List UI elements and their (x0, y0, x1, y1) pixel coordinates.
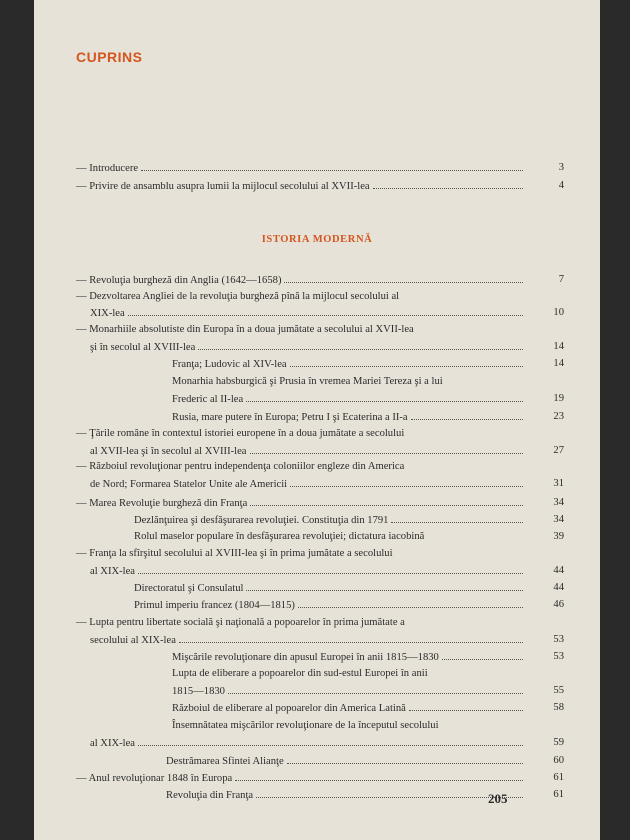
dot-leader (284, 271, 523, 283)
toc-entry-page: 58 (553, 702, 564, 713)
toc-entry-page: 19 (553, 393, 564, 404)
toc-entry-title: Destrămarea Sfintei Alianţe (166, 756, 284, 767)
toc-entry-title: — Franţa la sfîrşitul secolului al XVIII-lea şi în prima jumătate a secolului (76, 548, 393, 559)
toc-entry (76, 769, 526, 787)
toc-entry (76, 159, 526, 177)
dot-leader (250, 494, 523, 506)
toc-entry-page: 34 (553, 514, 564, 525)
dot-leader (235, 769, 523, 781)
toc-entry-title: — Monarhiile absolutiste din Europa în a doua jumătate a secolului al XVII-lea (76, 324, 414, 335)
dot-leader (409, 699, 523, 711)
toc-entry-title: — Revoluţia burgheză din Anglia (1642—1658) (76, 275, 282, 286)
toc-entry-title: — Lupta pentru libertate socială şi naţională a popoarelor în prima jumătate a (76, 617, 405, 628)
toc-entry-page: 46 (553, 599, 564, 610)
toc-entry-title: Mişcările revoluţionare din apusul Europei în anii 1815—1830 (172, 652, 439, 663)
toc-entry-title: Directoratul şi Consulatul (134, 583, 244, 594)
toc-entry-title: — Războiul revoluţionar pentru independenţa coloniilor engleze din America (76, 461, 405, 472)
toc-entry (172, 408, 526, 426)
toc-entry (166, 786, 526, 804)
toc-entry-title: Rolul maselor populare în desfăşurarea revoluţiei; dictatura iacobină (134, 531, 425, 542)
dot-leader (373, 177, 523, 189)
toc-entry-title: XIX-lea (90, 308, 125, 319)
dot-leader (442, 648, 523, 660)
toc-entry (172, 355, 526, 373)
toc-entry-page: 4 (558, 180, 564, 191)
dot-leader (198, 338, 523, 350)
toc-entry-page: 14 (553, 358, 564, 369)
section-title: ISTORIA MODERNĂ (261, 234, 373, 245)
toc-entry-page: 44 (553, 582, 564, 593)
dot-leader (228, 682, 523, 694)
toc-entry-title: 1815—1830 (172, 686, 225, 697)
toc-entry-title: — Introducere (76, 163, 139, 174)
toc-entry (172, 390, 526, 408)
dot-leader (298, 596, 523, 608)
toc-entry (172, 648, 526, 666)
dot-leader (391, 511, 523, 523)
toc-entry-page: 44 (553, 565, 564, 576)
toc-entry (76, 545, 538, 563)
toc-entry (166, 752, 526, 770)
toc-entry-title: Dezlănţuirea şi desfăşurarea revoluţiei. Constituţia din 1791 (134, 515, 389, 526)
toc-entry-page: 53 (553, 651, 564, 662)
toc-entry-title: al XIX-lea (90, 738, 135, 749)
dot-leader (138, 562, 523, 574)
dot-leader (138, 734, 523, 746)
toc-entry-page: 31 (553, 478, 564, 489)
book-page (34, 0, 600, 840)
toc-entry-title: — Privire de ansamblu asupra lumii la mijlocul secolului al XVII-lea (76, 181, 370, 192)
toc-entry-title: — Anul revoluţionar 1848 în Europa (76, 773, 233, 784)
dot-leader (179, 631, 523, 643)
toc-entry-page: 10 (553, 307, 564, 318)
toc-entry-title: Franţa; Ludovic al XIV-lea (172, 359, 287, 370)
dot-leader (411, 408, 523, 420)
dot-leader (246, 390, 523, 402)
toc-entry (172, 665, 538, 683)
toc-entry-page: 61 (553, 772, 564, 783)
toc-entry-page: 23 (553, 411, 564, 422)
toc-entry-page: 34 (553, 497, 564, 508)
toc-entry-title: şi în secolul al XVIII-lea (90, 342, 196, 353)
toc-entry-page: 59 (553, 737, 564, 748)
dot-leader (290, 355, 523, 367)
toc-entry-title: secolului al XIX-lea (90, 635, 176, 646)
toc-entry (90, 304, 526, 322)
toc-entry (172, 682, 526, 700)
dot-leader (287, 752, 523, 764)
toc-entry (90, 562, 526, 580)
toc-entry-page: 27 (553, 445, 564, 456)
toc-entry-title: — Dezvoltarea Angliei de la revoluţia burgheză pînă la mijlocul secolului al (76, 291, 400, 302)
toc-entry (76, 321, 538, 339)
toc-entry-title: Frederic al II-lea (172, 394, 244, 405)
toc-entry-title: — Ţările române în contextul istoriei europene în a doua jumătate a secolului (76, 428, 405, 439)
toc-entry (172, 373, 538, 391)
dot-leader (128, 304, 523, 316)
toc-entry (76, 425, 538, 443)
toc-entry-page: 55 (553, 685, 564, 696)
toc-entry (90, 338, 526, 356)
contents-heading: CUPRINS (76, 49, 143, 65)
toc-entry-title: al XIX-lea (90, 566, 135, 577)
toc-entry-title: Războiul de eliberare al popoarelor din America Latină (172, 703, 406, 714)
toc-entry-title: Monarhia habsburgică şi Prusia în vremea Mariei Tereza şi a lui (172, 376, 443, 387)
dot-leader (256, 786, 523, 798)
toc-entry-page: 7 (558, 274, 564, 285)
toc-entry-page: 61 (553, 789, 564, 800)
toc-entry (90, 734, 526, 752)
toc-entry (90, 475, 526, 493)
toc-entry-title: Primul imperiu francez (1804—1815) (134, 600, 295, 611)
toc-entry-title: al XVII-lea şi în secolul al XVIII-lea (90, 446, 247, 457)
toc-entry (172, 717, 538, 735)
toc-entry (172, 699, 526, 717)
dot-leader (141, 159, 523, 171)
toc-entry-title: Însemnătatea mişcărilor revoluţionare de la începutul secolului (172, 720, 439, 731)
toc-entry (90, 631, 526, 649)
toc-entry (76, 614, 538, 632)
toc-entry-page: 39 (553, 531, 564, 542)
toc-entry-page: 3 (558, 162, 564, 173)
page-folio: 205 (488, 791, 508, 806)
toc-entry (134, 579, 526, 597)
toc-entry (76, 494, 526, 512)
toc-entry-title: Lupta de eliberare a popoarelor din sud-estul Europei în anii (172, 668, 428, 679)
toc-entry-title: Revoluţia din Franţa (166, 790, 254, 801)
toc-entry-page: 14 (553, 341, 564, 352)
dot-leader (290, 475, 523, 487)
toc-entry-title: de Nord; Formarea Statelor Unite ale Americii (90, 479, 288, 490)
toc-entry-title: — Marea Revoluţie burgheză din Franţa (76, 498, 248, 509)
toc-entry (134, 528, 538, 546)
toc-entry-page: 53 (553, 634, 564, 645)
toc-entry (134, 596, 526, 614)
toc-entry (76, 271, 526, 289)
dot-leader (246, 579, 523, 591)
dot-leader (250, 442, 524, 454)
toc-entry (76, 458, 538, 476)
toc-entry-page: 60 (553, 755, 564, 766)
toc-entry (134, 511, 526, 529)
toc-entry (76, 177, 526, 195)
toc-entry-title: Rusia, mare putere în Europa; Petru I şi Ecaterina a II-a (172, 412, 408, 423)
